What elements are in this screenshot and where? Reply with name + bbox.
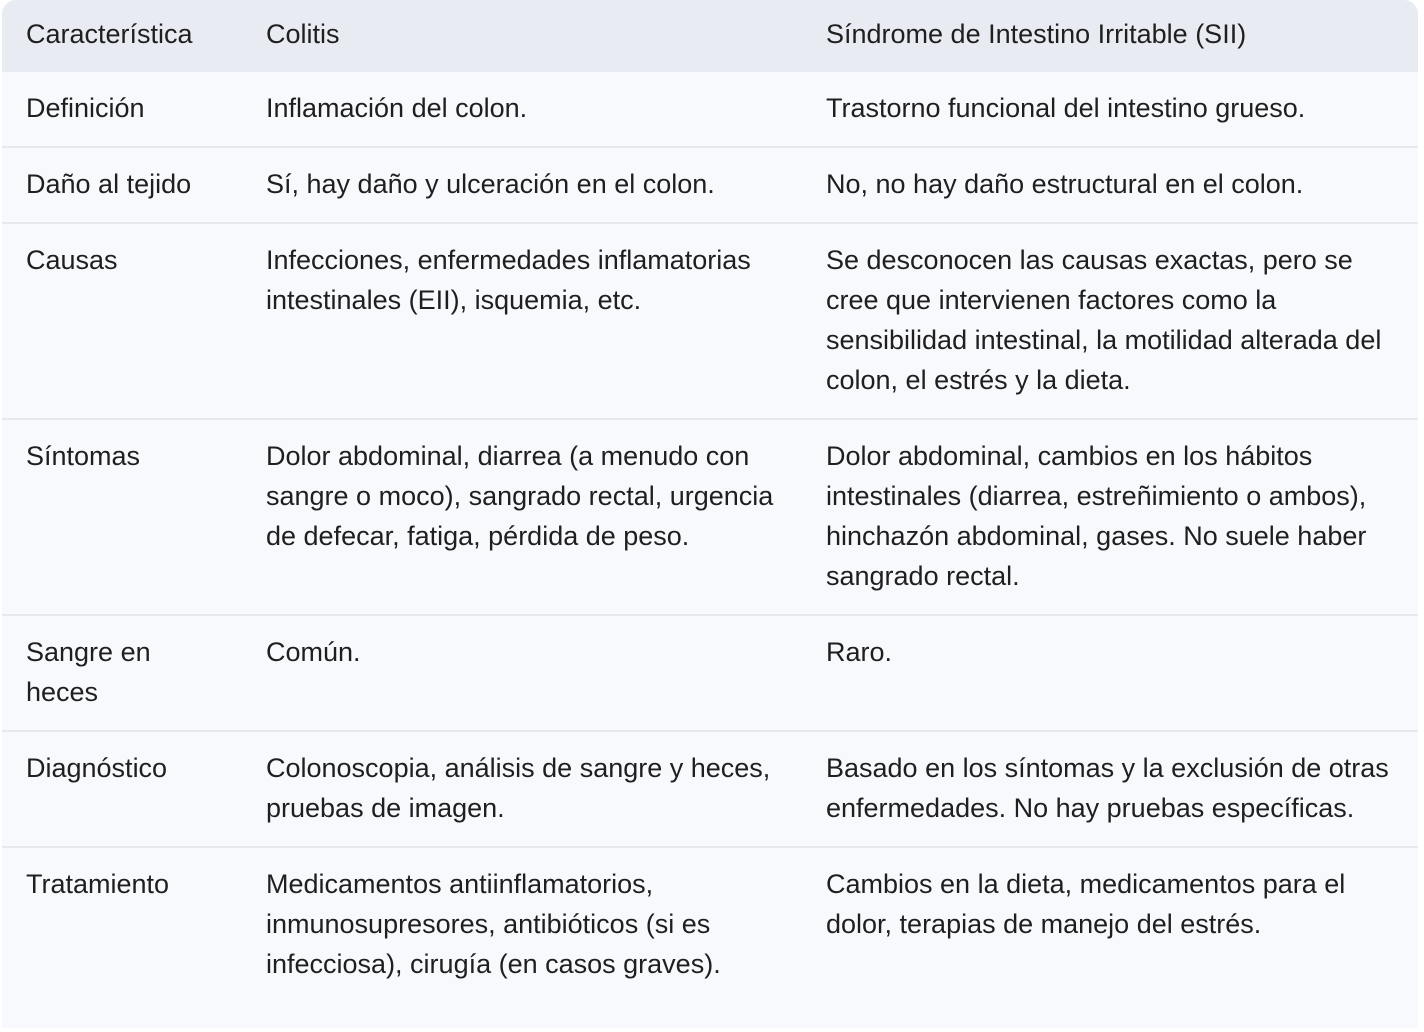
table-row [2, 615, 1418, 731]
table-body [2, 72, 1418, 1002]
row-colitis-cell: Inflamación del colon. [242, 72, 802, 147]
row-feature-cell: Sangre en heces [2, 615, 242, 731]
row-sii-cell: No, no hay daño estructural en el colon. [802, 147, 1418, 223]
row-sii-cell: Trastorno funcional del intestino grueso. [802, 72, 1418, 147]
comparison-table-container [2, 0, 1418, 1028]
row-colitis-cell: Común. [242, 615, 802, 731]
row-feature-cell: Daño al tejido [2, 147, 242, 223]
row-sii-cell: Dolor abdominal, cambios en los hábitos intestinales (diarrea, estreñimiento o ambos), hinchazón abdominal, gases. No suele haber sangrado rectal. [802, 419, 1418, 615]
header-colitis: Colitis [266, 18, 340, 49]
row-feature-cell: Definición [2, 72, 242, 147]
row-feature-cell: Tratamiento [26, 869, 170, 899]
row-colitis-cell: Colonoscopia, análisis de sangre y heces, pruebas de imagen. [242, 731, 802, 847]
row-feature-cell: Causas [2, 223, 242, 419]
row-feature-cell: Diagnóstico [2, 731, 242, 847]
table-row [2, 731, 1418, 847]
table-row [2, 847, 1418, 1002]
table-row [2, 72, 1418, 147]
row-colitis-cell: Medicamentos antiinflamatorios, inmunosupresores, antibióticos (si es infecciosa), cirugía (en casos graves). [266, 869, 721, 979]
row-feature-cell: Síntomas [2, 419, 242, 615]
row-colitis-cell: Infecciones, enfermedades inflamatorias intestinales (EII), isquemia, etc. [242, 223, 802, 419]
comparison-table [2, 0, 1418, 1002]
header-row [2, 0, 1418, 72]
header-sii: Síndrome de Intestino Irritable (SII) [826, 18, 1247, 49]
table-row [2, 419, 1418, 615]
row-colitis-cell: Sí, hay daño y ulceración en el colon. [242, 147, 802, 223]
row-sii-cell: Se desconocen las causas exactas, pero se cree que intervienen factores como la sensibilidad intestinal, la motilidad alterada del colon, el estrés y la dieta. [802, 223, 1418, 419]
table-row [2, 223, 1418, 419]
table-header [2, 0, 1418, 72]
row-sii-cell: Basado en los síntomas y la exclusión de otras enfermedades. No hay pruebas específicas. [802, 731, 1418, 847]
header-caracteristica: Característica [26, 18, 193, 49]
row-colitis-cell: Dolor abdominal, diarrea (a menudo con sangre o moco), sangrado rectal, urgencia de defecar, fatiga, pérdida de peso. [242, 419, 802, 615]
row-sii-cell: Raro. [802, 615, 1418, 731]
table-row [2, 147, 1418, 223]
row-sii-cell: Cambios en la dieta, medicamentos para el dolor, terapias de manejo del estrés. [826, 869, 1346, 939]
